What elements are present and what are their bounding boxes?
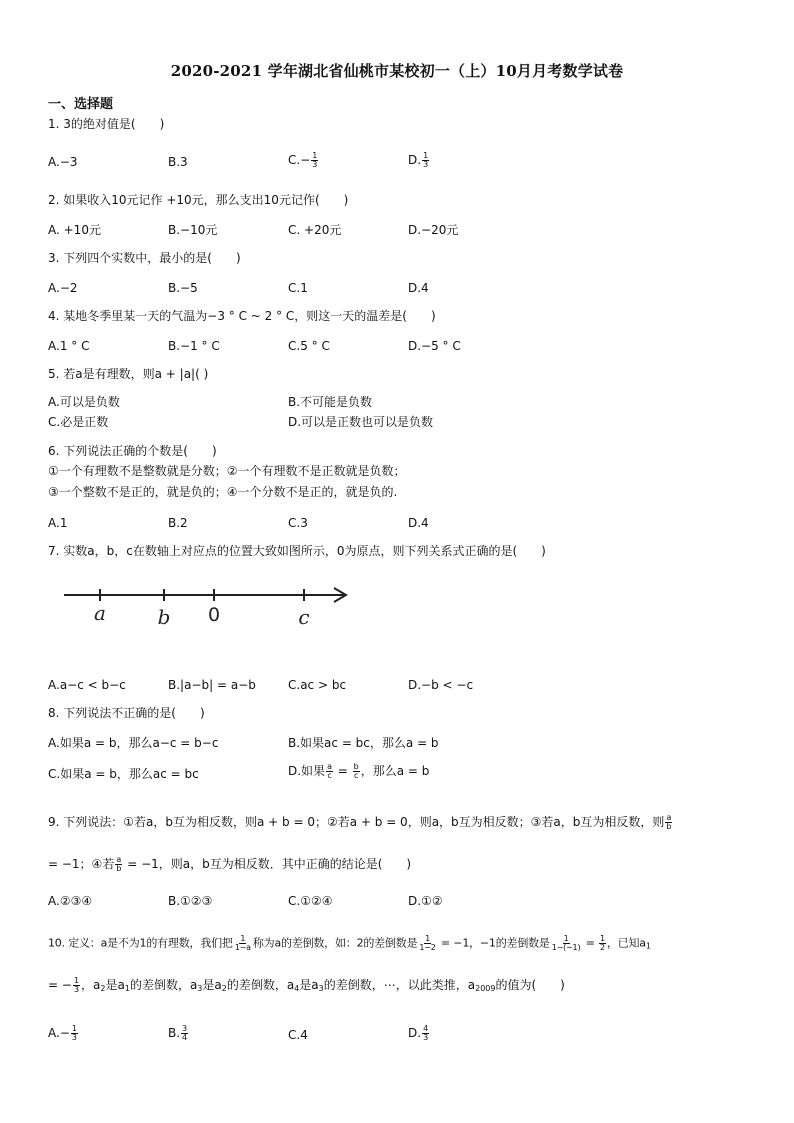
fraction [115,856,122,873]
numerator: 1 [240,934,246,943]
question-4-option-c: C.5 ° C [288,339,330,353]
question-4-option-b: B.−1 ° C [168,339,220,353]
question-5-option-b: B.不可能是负数 [288,395,373,409]
question-10-option-d [408,1025,430,1042]
question-6-option-d: D.4 [408,516,429,530]
denominator: 3 [423,1033,429,1042]
question-10-text: 的差倒数，a [129,978,198,992]
question-10-text: = −1，−1的差倒数是 [437,936,550,950]
question-6-statement-line-1: ①一个有理数不是整数就是分数；②一个有理数不是正数就是负数； [48,464,406,478]
question-9-option-d: D.①② [408,894,443,908]
question-5-option-d: D.可以是正数也可以是负数 [288,415,434,429]
option-suffix: ，那么a = b [360,764,430,778]
question-10-text: 是a [202,978,222,992]
question-10-text: 的差倒数，a [226,978,295,992]
question-8-option-d [288,763,429,780]
question-10-text: ，a [81,978,101,992]
fraction [418,935,436,952]
subscript: 3 [197,984,203,993]
question-3-option-c: C.1 [288,281,308,295]
denominator: 2 [600,943,605,952]
fraction [326,763,333,780]
question-4-option-a: A.1 ° C [48,339,90,353]
question-7-option-a: A.a−c < b−c [48,678,126,692]
question-2-option-d: D.−20元 [408,223,459,237]
question-10-text: 的差倒数，⋯，以此类推，a [323,978,476,992]
question-10-text: 的值为( ) [495,978,565,992]
numerator: 1 [71,1024,77,1033]
denominator: 1−(−1) [551,943,581,952]
question-1-option-d [408,152,430,169]
question-6-statement-line-2: ③一个整数不是正的，就是负的；④一个分数不是正的，就是负的. [48,485,398,499]
question-8-option-c: C.如果a = b，那么ac = bc [48,767,199,781]
subscript: 1 [645,941,651,951]
question-6-stem: 6. 下列说法正确的个数是( ) [48,444,217,458]
fraction [71,1025,78,1042]
number-line-figure [60,580,360,640]
numerator: 1 [563,934,569,943]
question-5-option-c: C.必是正数 [48,415,109,429]
numerator: 1 [312,151,318,160]
question-8-stem: 8. 下列说法不正确的是( ) [48,706,205,720]
question-4-stem: 4. 某地冬季里某一天的气温为−3 ° C ~ 2 ° C，则这一天的温差是( ) [48,309,436,323]
question-1-option-c [288,152,319,169]
option-prefix: D.如果 [288,764,326,778]
fraction [422,152,429,169]
question-10-text: = [582,936,598,950]
option-prefix: C.− [288,153,311,167]
numerator: 1 [423,151,429,160]
question-2-stem: 2. 如果收入10元记作 +10元，那么支出10元记作( ) [48,193,349,207]
question-5-stem: 5. 若a是有理数，则a + |a|( ) [48,367,209,381]
question-9-text: 9. 下列说法：①若a，b互为相反数，则a + b = 0；②若a + b = 0，则a，b互为相反数；③若a，b互为相反数，则 [48,815,665,829]
option-prefix: D. [408,1026,422,1040]
subscript: 4 [294,984,300,993]
question-2-option-a: A. +10元 [48,223,101,237]
denominator: 3 [73,985,80,994]
fraction [665,814,672,831]
fraction [234,935,252,952]
question-3-option-b: B.−5 [168,281,198,295]
question-3-stem: 3. 下列四个实数中，最小的是( ) [48,251,241,265]
question-8-option-b: B.如果ac = bc，那么a = b [288,736,439,750]
question-10-text: 是a [105,978,125,992]
subscript: 2 [221,984,227,993]
numerator: 1 [73,976,80,985]
numerator: 1 [425,934,430,943]
numerator: 1 [600,934,605,943]
numerator: 3 [182,1024,188,1033]
question-3-option-a: A.−2 [48,281,78,295]
equals-sign: = [333,764,352,778]
option-prefix: A.− [48,1026,70,1040]
question-6-option-a: A.1 [48,516,68,530]
question-7-stem: 7. 实数a，b，c在数轴上对应点的位置大致如图所示，0为原点，则下列关系式正确的是( ) [48,544,546,558]
fraction [73,977,80,994]
denominator: b [116,864,122,873]
fraction [311,152,318,169]
numerator: a [327,762,332,771]
question-7-option-c: C.ac > bc [288,678,347,692]
denominator: 1−2 [419,943,436,952]
subscript: 3 [318,984,324,993]
question-9-line-2 [48,856,411,873]
question-10-option-a [48,1025,79,1042]
question-9-text: = −1；④若 [48,857,115,871]
numerator: b [353,762,359,771]
question-10-option-c: C.4 [288,1028,308,1042]
label-a: a [94,601,106,625]
question-10-line-2 [48,977,565,997]
numerator: 4 [423,1024,429,1033]
question-10-line-1 [48,935,651,955]
option-prefix: D. [408,153,422,167]
subscript: 1 [124,984,130,993]
page-title: 2020-2021 学年湖北省仙桃市某校初一（上）10月月考数学试卷 [170,62,624,80]
question-7-option-d: D.−b < −c [408,678,474,692]
question-9-line-1 [48,814,673,831]
denominator: 4 [182,1033,188,1042]
question-9-option-c: C.①②④ [288,894,333,908]
label-c: c [298,605,310,629]
question-10-text: 10. 定义：a是不为1的有理数，我们把 [48,936,233,950]
label-zero: 0 [207,604,221,626]
question-10-text: 称为a的差倒数，如：2的差倒数是 [252,936,418,950]
fraction [551,935,582,952]
question-6-option-c: C.3 [288,516,308,530]
numerator: a [116,855,122,864]
denominator: b [666,822,672,831]
question-1-option-a: A.−3 [48,155,78,169]
denominator: c [327,771,332,780]
question-5-option-a: A.可以是负数 [48,395,120,409]
subscript: 2 [100,984,106,993]
question-1-option-b: B.3 [168,155,188,169]
fraction [181,1025,188,1042]
fraction [353,763,360,780]
question-1-stem: 1. 3的绝对值是( ) [48,117,165,131]
fraction [422,1025,429,1042]
question-10-text: 是a [299,978,319,992]
question-2-option-b: B.−10元 [168,223,218,237]
question-7-option-b: B.|a−b| = a−b [168,678,256,692]
section-heading: 一、选择题 [48,97,114,112]
question-9-option-b: B.①②③ [168,894,213,908]
question-6-option-b: B.2 [168,516,188,530]
question-10-text: = − [48,978,72,992]
question-8-option-a: A.如果a = b，那么a−c = b−c [48,736,219,750]
question-3-option-d: D.4 [408,281,429,295]
fraction [599,935,606,952]
question-10-text: ，已知a [606,936,646,950]
label-b: b [157,605,171,629]
denominator: 3 [312,160,318,169]
question-4-option-d: D.−5 ° C [408,339,461,353]
denominator: 3 [71,1033,77,1042]
question-9-option-a: A.②③④ [48,894,93,908]
question-9-text: = −1，则a，b互为相反数．其中正确的结论是( ) [123,857,412,871]
option-prefix: B. [168,1026,181,1040]
question-2-option-c: C. +20元 [288,223,342,237]
question-10-option-b [168,1025,189,1042]
subscript: 2009 [475,984,496,993]
denominator: c [353,771,359,780]
numerator: a [666,813,672,822]
denominator: 1−a [234,943,251,952]
denominator: 3 [423,160,429,169]
